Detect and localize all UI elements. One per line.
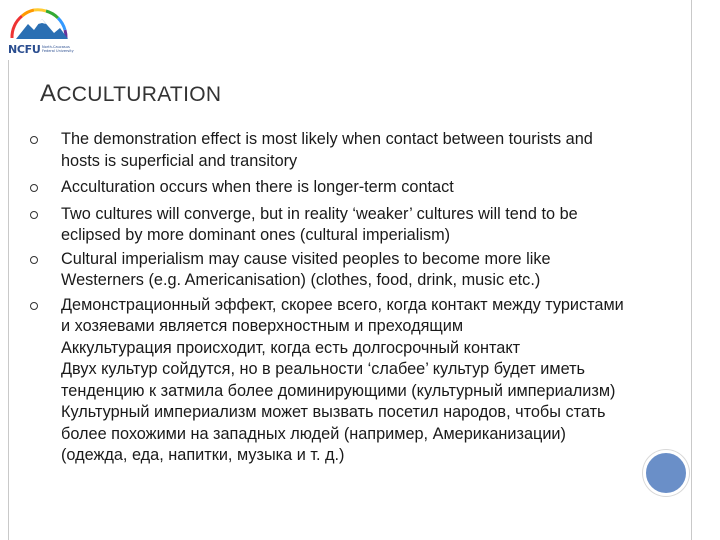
left-frame-line bbox=[8, 60, 9, 540]
russian-text: Аккультурация происходит, когда есть долгосрочный контакт bbox=[61, 338, 521, 357]
university-logo bbox=[2, 2, 76, 60]
bullet-item bbox=[30, 129, 630, 172]
logo-text: NCFU bbox=[8, 43, 41, 56]
circle-bullet-icon bbox=[30, 184, 38, 192]
bullet-item bbox=[30, 204, 630, 247]
bullet-list bbox=[30, 129, 630, 467]
slide-title bbox=[40, 80, 221, 108]
right-frame-line bbox=[691, 0, 692, 540]
russian-text: Демонстрационный эффект, скорее всего, когда контакт между туристами и хозяевами является поверхностным и преходящим bbox=[61, 295, 624, 335]
bullet-item bbox=[30, 249, 630, 292]
title-first-letter: A bbox=[40, 80, 57, 107]
bullet-text: Cultural imperialism may cause visited peoples to become more like Westerners (e.g. Americanisation) (clothes, food, drink, music etc.) bbox=[61, 249, 551, 289]
bullet-item-russian bbox=[30, 295, 630, 467]
bullet-text: The demonstration effect is most likely when contact between tourists and hosts is superficial and transitory bbox=[61, 130, 593, 170]
circle-bullet-icon bbox=[30, 136, 38, 144]
decorative-circle bbox=[643, 450, 689, 496]
circle-bullet-icon bbox=[30, 211, 38, 219]
mountain-logo-icon bbox=[2, 2, 76, 46]
russian-text: Двух культур сойдутся, но в реальности ‘слабее’ культур будет иметь тенденцию к затмила более доминирующими (культурный империализм) bbox=[61, 360, 616, 400]
title-rest: CCULTURATION bbox=[56, 83, 222, 106]
russian-text: Культурный империализм может вызвать посетил народов, чтобы стать более похожими на западных людей (например, Американизации) (одежда, еда, напитки, музыка и т. д.) bbox=[61, 403, 606, 464]
circle-bullet-icon bbox=[30, 302, 38, 310]
bullet-text: Two cultures will converge, but in reality ‘weaker’ cultures will tend to be eclipsed by more dominant ones (cultural imperialism) bbox=[61, 204, 578, 244]
bullet-text: Acculturation occurs when there is longer-term contact bbox=[61, 178, 454, 196]
bullet-item bbox=[30, 177, 630, 199]
logo-subtitle: North-Caucasus Federal University bbox=[42, 45, 74, 53]
circle-bullet-icon bbox=[30, 256, 38, 264]
